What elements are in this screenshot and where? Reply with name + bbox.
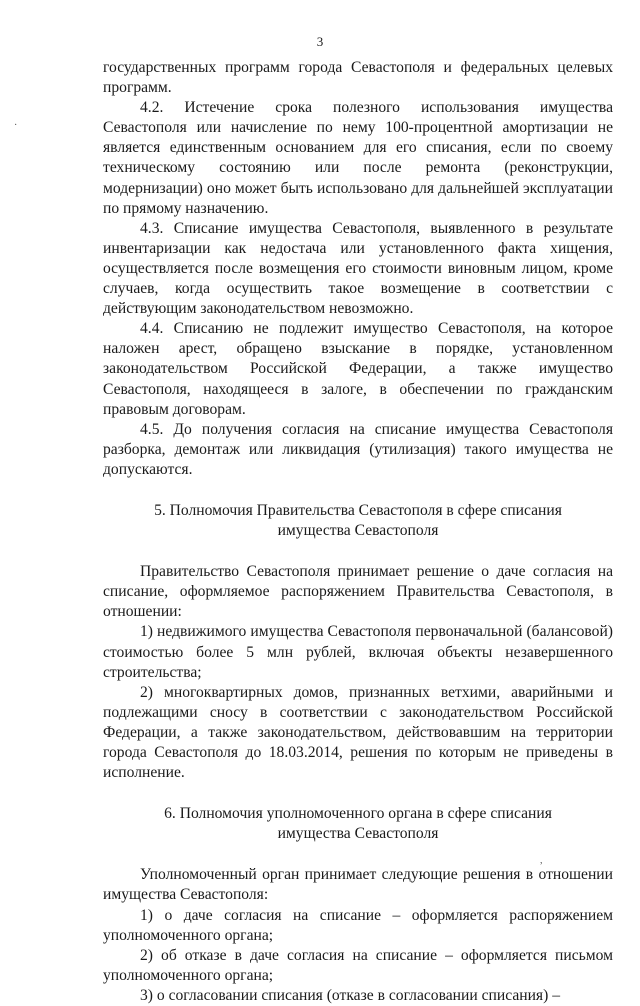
page-number: 3: [316, 34, 324, 49]
section-5-item-1: 1) недвижимого имущества Севастополя первоначальной (балансовой) стоимостью более 5 млн рублей, включая объекты незавершенного строительства;: [103, 623, 613, 681]
section-5-title-line2: имущества Севастополя: [277, 522, 439, 540]
paragraph-4-4: 4.4. Списанию не подлежит имущество Севастополя, на которое наложен арест, обращено взыскание в порядке, установленном законодательством Российской Федерации, а также имущество Севастополя, находящееся в залоге, в обеспечении по гражданским правовым договорам.: [103, 320, 613, 418]
paragraph-programs: государственных программ города Севастополя и федеральных целевых программ.: [103, 59, 613, 97]
section-6-intro: Уполномоченный орган принимает следующие решения в отношении имущества Севастополя:: [103, 866, 613, 904]
section-5-intro: Правительство Севастополя принимает решение о даче согласия на списание, оформляемое распоряжением Правительства Севастополя, в отношении:: [103, 563, 613, 621]
section-6-item-2: 2) об отказе в даче согласия на списание – оформляется письмом уполномоченного органа;: [103, 946, 613, 984]
document-body: [103, 58, 613, 1006]
scan-speck-right: ,: [540, 855, 543, 866]
section-5-title-line1: 5. Полномочия Правительства Севастополя в сфере списания: [154, 501, 562, 519]
paragraph-4-3: 4.3. Списание имущества Севастополя, выявленного в результате инвентаризации как недостача или установленного факта хищения, осуществляется после возмещения его стоимости виновным лицом, кроме случаев, когда осуществить такое возмещение в соответствии с действующим законодательством невозможно.: [103, 219, 613, 318]
paragraph-4-5: 4.5. До получения согласия на списание имущества Севастополя разборка, демонтаж или ликвидация (утилизация) такого имущества не допускаются.: [103, 420, 613, 478]
section-5-item-2: 2) многоквартирных домов, признанных ветхими, аварийными и подлежащими сносу в соответствии с законодательством Российской Федерации, а также законодательством, действовавшим на территории города Севастополя до 18.03.2014, решения по которым не приведены в исполнение.: [103, 683, 613, 782]
section-6-title-line1: 6. Полномочия уполномоченного органа в сфере списания: [164, 805, 552, 823]
section-6-title-line2: имущества Севастополя: [277, 825, 439, 843]
section-6-item-1: 1) о даче согласия на списание – оформляется распоряжением уполномоченного органа;: [103, 906, 613, 944]
section-6-item-3: 3) о согласовании списания (отказе в согласовании списания) –: [140, 986, 560, 1004]
scan-speck-left: ·: [14, 120, 18, 131]
paragraph-4-2: 4.2. Истечение срока полезного использования имущества Севастополя или начисление по нему 100-процентной амортизации не является единственным основанием для его списания, если по своему техническому состоянию или после ремонта (реконструкции, модернизации) оно может быть использовано для дальнейшей эксплуатации по прямому назначению.: [103, 99, 613, 217]
